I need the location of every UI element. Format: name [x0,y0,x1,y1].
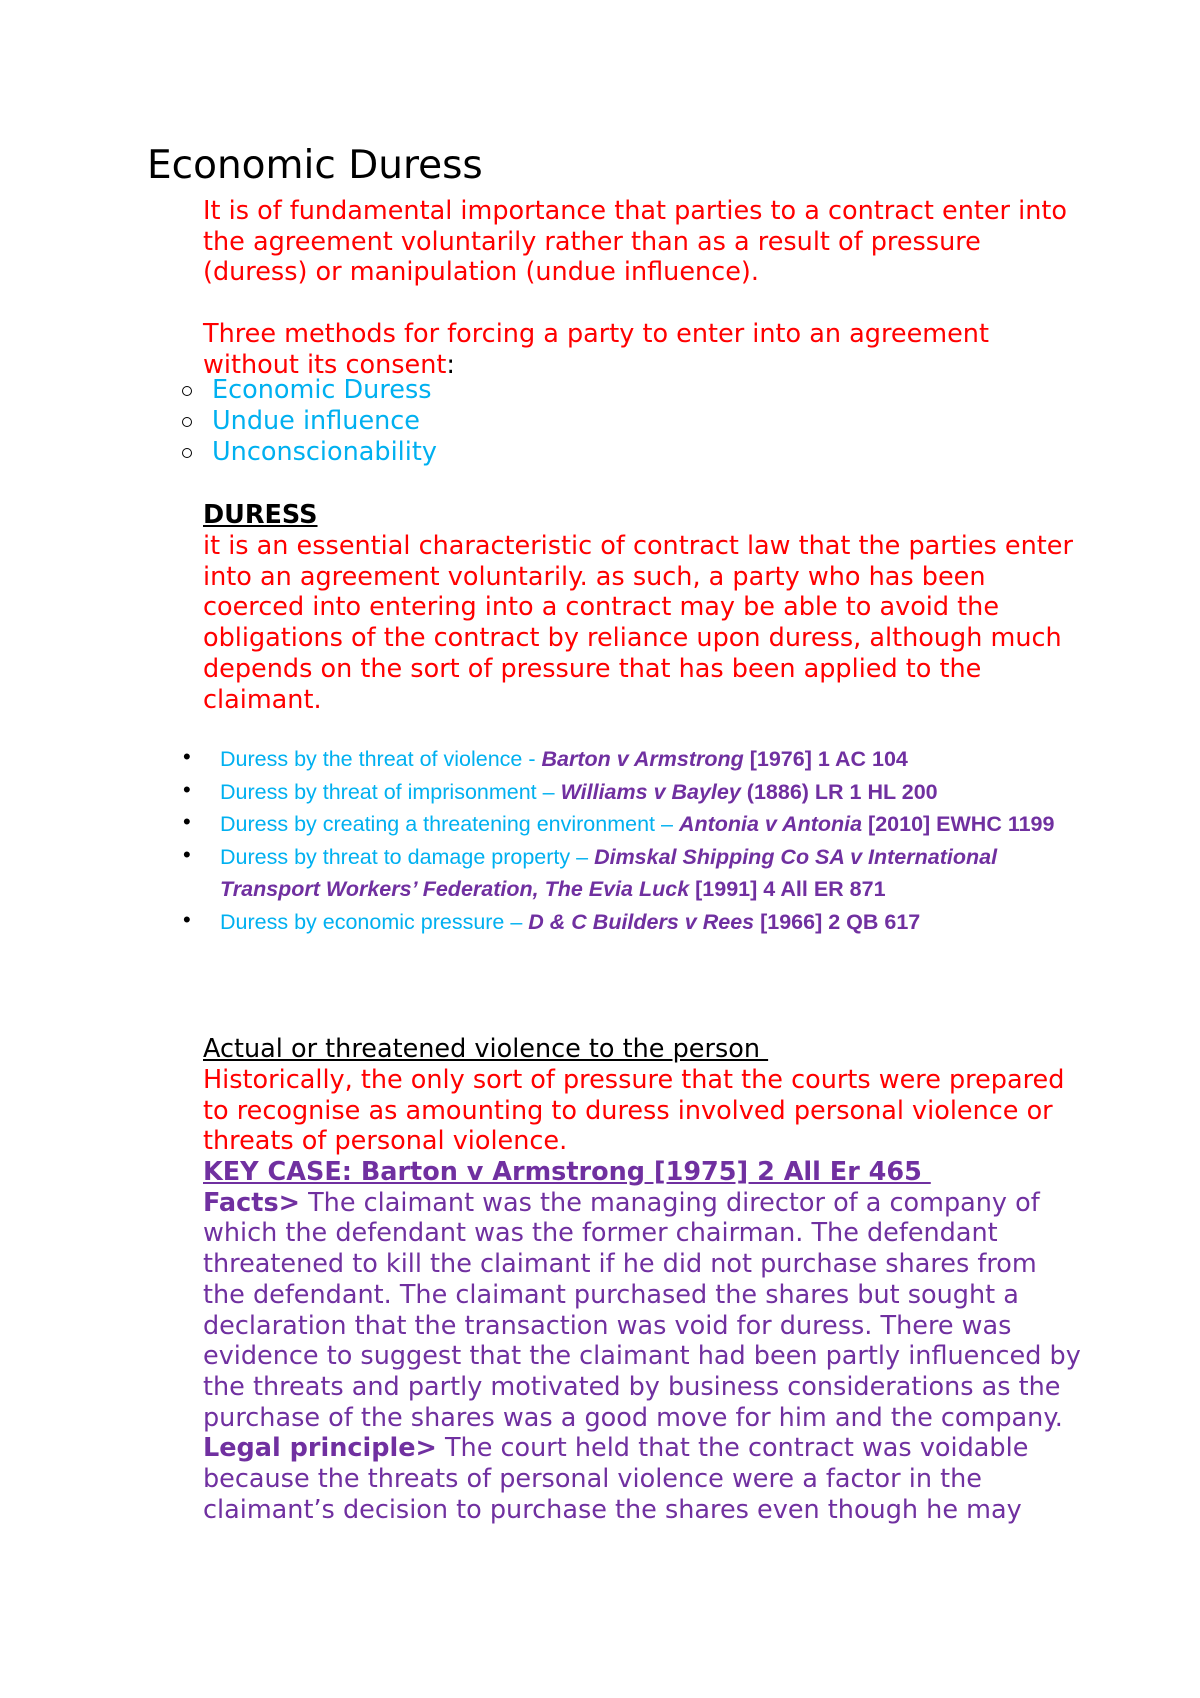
list-item: Unconscionability [182,437,437,468]
list-item: • Duress by the threat of violence - Barton v Armstrong [1976] 1 AC 104 [183,743,1083,776]
circle-bullet-icon [182,417,192,427]
list-item: Economic Duress [182,375,437,406]
circle-bullet-icon [182,448,192,458]
list-item: • Duress by threat to damage property – Dimskal Shipping Co SA v International Transport Workers’ Federation, The Evia Luck [1991] 4 All ER 871 [183,841,1083,906]
facts-paragraph: Facts> The claimant was the managing director of a company of which the defendant was the former chairman. The defendant threatened to kill the claimant if he did not purchase shares from the defendant. The claimant purchased the shares but sought a declaration that the transaction was void for duress. There was evidence to suggest that the claimant had been partly influenced by the threats and partly motivated by business considerations as the purchase of the shares was a good move for him and the company. [203,1187,1081,1433]
circle-bullet-icon [182,386,192,396]
list-item: • Duress by threat of imprisonment – Williams v Bayley (1886) LR 1 HL 200 [183,776,1083,809]
key-case-block [203,1157,1083,1525]
duress-heading: DURESS [203,500,318,530]
duress-text: it is an essential characteristic of contract law that the parties enter into an agreement voluntarily. as such, a party who has been coerced into entering into a contract may be able to avoid the obligations of the contract by reliance upon duress, although much depends on the sort of pressure that has been applied to the claimant. [203,531,1073,715]
cases-list [183,743,1083,938]
intro-paragraph: It is of fundamental importance that parties to a contract enter into the agreement voluntarily rather than as a result of pressure (duress) or manipulation (undue influence). [203,196,1067,288]
bullet-icon: • [183,841,191,867]
methods-intro: Three methods for forcing a party to enter into an agreement without its consent: [203,318,989,380]
key-case-heading: KEY CASE: Barton v Armstrong [1975] 2 All Er 465 [203,1157,931,1187]
bullet-icon: • [183,776,191,802]
list-item: • Duress by economic pressure – D & C Builders v Rees [1966] 2 QB 617 [183,906,1083,939]
intro-block [203,196,1083,380]
page-title: Economic Duress [147,143,483,188]
bullet-icon: • [183,809,191,834]
principle-paragraph: Legal principle> The court held that the contract was voidable because the threats of personal violence were a factor in the claimant’s decision to purchase the shares even though he may [203,1433,1029,1525]
violence-text: Historically, the only sort of pressure that the courts were prepared to recognise as amounting to duress involved personal violence or threats of personal violence. [203,1065,1065,1157]
list-item: • Duress by creating a threatening environment – Antonia v Antonia [2010] EWHC 1199 [183,808,1083,841]
bullet-icon: • [183,906,191,932]
violence-heading: Actual or threatened violence to the person [203,1034,769,1064]
methods-list [182,375,437,468]
bullet-icon: • [183,744,191,769]
list-item: Undue influence [182,406,437,437]
